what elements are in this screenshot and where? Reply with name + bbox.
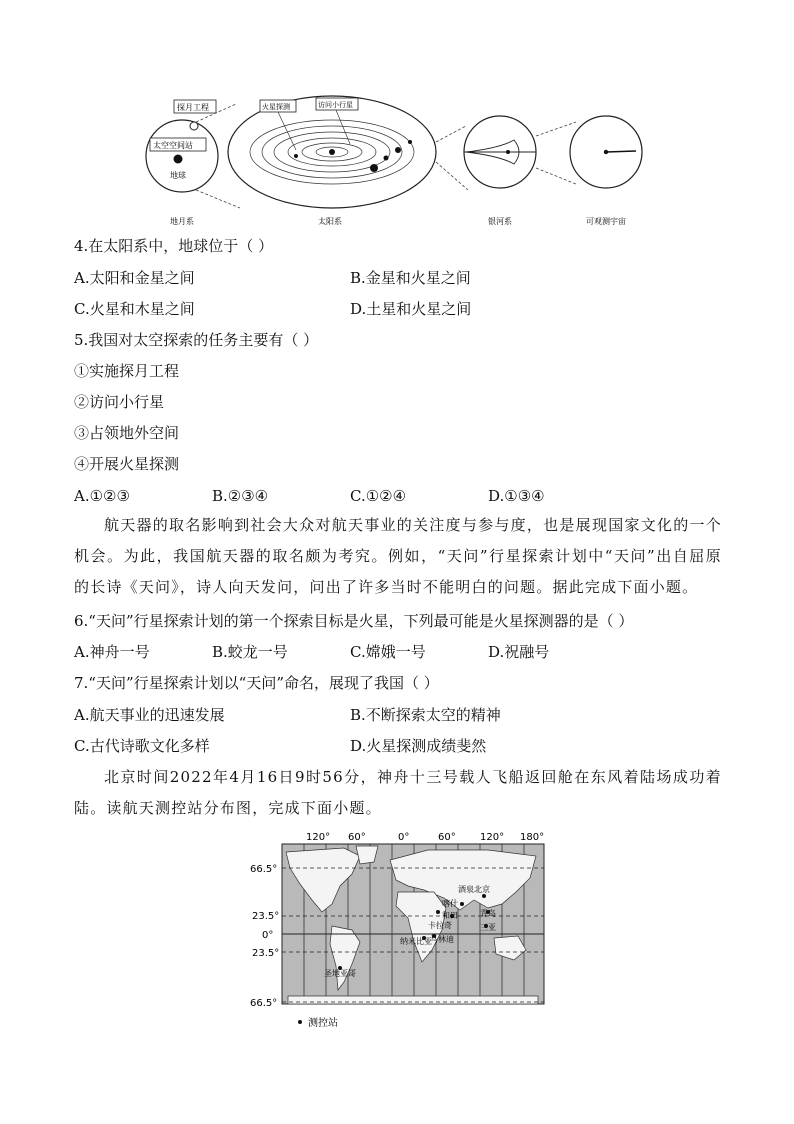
q5-option-c[interactable]: C.①②④: [350, 487, 407, 505]
lon-label: 180°: [520, 832, 545, 843]
q5-stem: 5.我国对太空探索的任务主要有（ ）: [74, 331, 319, 349]
pointer-line: [278, 112, 296, 150]
q6-option-c[interactable]: C.嫦娥一号: [350, 643, 426, 661]
galaxy-caption: 银河系: [488, 217, 512, 226]
station-malindi: 马林迪: [430, 935, 454, 944]
q5-option-b[interactable]: B.②③④: [212, 487, 269, 505]
earth-moon-caption: 地月系: [170, 217, 194, 226]
station-sanya: 三亚: [480, 923, 496, 932]
q4-stem: 4.在太阳系中，地球位于（ ）: [74, 237, 274, 255]
lat-label: 66.5°: [250, 998, 278, 1009]
q4-option-c[interactable]: C.火星和木星之间: [74, 300, 195, 318]
lon-label: 120°: [306, 832, 331, 843]
mars-probe-label: 火星探测: [262, 103, 290, 111]
station-santiago: 圣地亚哥: [324, 969, 356, 978]
station-qingdao: 青岛: [480, 909, 496, 918]
station-nairobi: 纳米比亚: [400, 937, 432, 946]
lat-label: 0°: [262, 930, 274, 941]
passage-1: 航天器的取名影响到社会大众对航天事业的关注度与参与度，也是展现国家文化的一个机会。为此，我国航天器的取名颇为考究。例如，“天问”行星探索计划中“天问”出自屈原的长诗《天问》，诗人向天发问，问出了许多当时不能明白的问题。据此完成下面小题。: [74, 516, 722, 596]
map-legend: 测控站: [308, 1018, 338, 1029]
passage-2: 北京时间2022年4月16日9时56分，神舟十三号载人飞船返回舱在东风着陆场成功着陆。读航天测控站分布图，完成下面小题。: [74, 768, 722, 817]
connector-line: [436, 126, 466, 142]
lon-label: 60°: [348, 832, 366, 843]
legend-dot: [298, 1020, 302, 1024]
q7-option-c[interactable]: C.古代诗歌文化多样: [74, 737, 210, 755]
planet-dot: [294, 154, 298, 158]
station-jiuquan-beijing: 酒泉北京: [458, 885, 490, 894]
earth-moon-circle: [146, 120, 218, 192]
station-kashi: 喀什: [442, 899, 458, 908]
q5-option-a[interactable]: A.①②③: [74, 487, 130, 505]
q5-item-2: ②访问小行星: [74, 393, 165, 411]
q5-item-4: ④开展火星探测: [74, 455, 180, 473]
lon-label: 60°: [438, 832, 456, 843]
galaxy-center-dot: [506, 150, 510, 154]
q4-option-a[interactable]: A.太阳和金星之间: [74, 269, 195, 287]
earth-dot: [174, 155, 183, 164]
q5-option-d[interactable]: D.①③④: [488, 487, 545, 505]
station-karachi: 卡拉奇: [428, 921, 452, 930]
q4-option-d[interactable]: D.土星和火星之间: [350, 300, 472, 318]
q6-option-b[interactable]: B.蛟龙一号: [212, 643, 288, 661]
connector-line: [536, 168, 576, 184]
sun-dot: [329, 149, 335, 155]
q7-stem: 7.“天问”行星探索计划以“天问”命名，展现了我国（ ）: [74, 674, 439, 692]
pointer-line: [336, 110, 350, 144]
visit-asteroid-label: 访问小行星: [318, 101, 353, 109]
lunar-project-label: 探月工程: [177, 103, 209, 112]
universe-dot: [604, 150, 608, 154]
q7-option-b[interactable]: B.不断探索太空的精神: [350, 706, 501, 724]
planet-dot: [384, 156, 389, 161]
q6-option-d[interactable]: D.祝融号: [488, 643, 550, 661]
lon-label: 120°: [480, 832, 505, 843]
station-hetian: 和田: [442, 911, 458, 920]
space-station-label: 太空空间站: [153, 141, 193, 150]
lat-label: 23.5°: [252, 948, 280, 959]
q4-option-b[interactable]: B.金星和火星之间: [350, 269, 471, 287]
antarctica: [288, 996, 538, 1004]
q5-item-3: ③占领地外空间: [74, 424, 180, 442]
q6-stem: 6.“天问”行星探索计划的第一个探索目标是火星，下列最可能是火星探测器的是（ ）: [74, 612, 634, 630]
q7-option-d[interactable]: D.火星探测成绩斐然: [350, 737, 487, 755]
planet-dot: [408, 140, 412, 144]
tracking-station-map: [248, 826, 558, 1031]
universe-line: [606, 151, 636, 152]
connector-line: [536, 122, 576, 136]
lat-label: 23.5°: [252, 911, 280, 922]
q5-item-1: ①实施探月工程: [74, 362, 180, 380]
planet-dot: [395, 147, 401, 153]
celestial-systems-figure: [136, 86, 656, 234]
q6-option-a[interactable]: A.神舟一号: [74, 643, 150, 661]
solar-system-caption: 太阳系: [318, 217, 342, 226]
moon-dot: [190, 122, 198, 130]
lat-label: 66.5°: [250, 864, 278, 875]
earth-label: 地球: [170, 171, 186, 180]
connector-line: [196, 190, 240, 208]
connector-line: [436, 162, 468, 190]
lon-label: 0°: [398, 832, 410, 843]
planet-dot: [370, 164, 378, 172]
observable-universe-caption: 可观测宇宙: [586, 217, 626, 226]
q7-option-a[interactable]: A.航天事业的迅速发展: [74, 706, 225, 724]
